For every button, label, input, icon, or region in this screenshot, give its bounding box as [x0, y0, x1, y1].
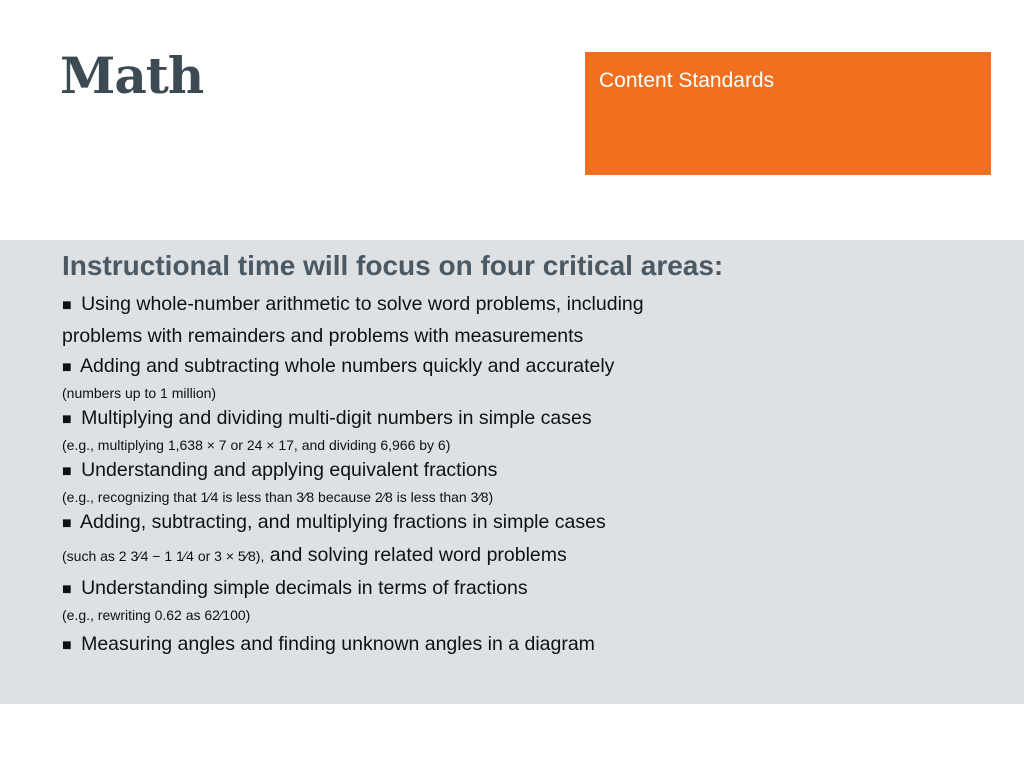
list-item-text: Measuring angles and finding unknown angles in a diagram: [81, 633, 595, 655]
list-item-note-continued: and solving related word problems: [264, 544, 567, 566]
square-bullet-icon: ■: [62, 411, 72, 428]
list-item-text: Understanding and applying equivalent fractions: [81, 459, 498, 481]
square-bullet-icon: ■: [62, 637, 72, 654]
page-title: Math: [60, 46, 204, 105]
list-item: [62, 404, 962, 456]
critical-areas-list: [62, 290, 962, 660]
list-item-note: (e.g., recognizing that 1⁄4 is less than 3⁄8 because 2⁄8 is less than 3⁄8): [62, 489, 494, 505]
list-item: [62, 574, 962, 626]
list-item-note: (e.g., rewriting 0.62 as 62⁄100): [62, 607, 251, 623]
section-heading: Instructional time will focus on four critical areas:: [62, 250, 724, 281]
list-item: [62, 630, 962, 660]
square-bullet-icon: ■: [62, 297, 72, 314]
square-bullet-icon: ■: [62, 581, 72, 598]
square-bullet-icon: ■: [62, 359, 72, 376]
content-standards-box: [585, 52, 991, 175]
list-item: [62, 352, 962, 404]
list-item: [62, 290, 962, 352]
list-item-text: Using whole-number arithmetic to solve word problems, including: [81, 293, 644, 315]
list-item-text: Adding, subtracting, and multiplying fractions in simple cases: [80, 511, 606, 533]
list-item-text: Multiplying and dividing multi-digit numbers in simple cases: [81, 407, 592, 429]
list-item-note: (e.g., multiplying 1,638 × 7 or 24 × 17, and dividing 6,966 by 6): [62, 437, 451, 453]
list-item: [62, 508, 962, 574]
list-item-text: Understanding simple decimals in terms of fractions: [81, 577, 528, 599]
list-item-text: Adding and subtracting whole numbers quickly and accurately: [80, 355, 615, 377]
square-bullet-icon: ■: [62, 463, 72, 480]
list-item-note: (numbers up to 1 million): [62, 385, 217, 401]
list-item-text-continued: problems with remainders and problems with measurements: [62, 325, 584, 347]
square-bullet-icon: ■: [62, 515, 72, 532]
list-item-note: (such as 2 3⁄4 − 1 1⁄4 or 3 × 5⁄8),: [62, 548, 265, 564]
content-standards-label: Content Standards: [599, 69, 775, 92]
list-item: [62, 456, 962, 508]
